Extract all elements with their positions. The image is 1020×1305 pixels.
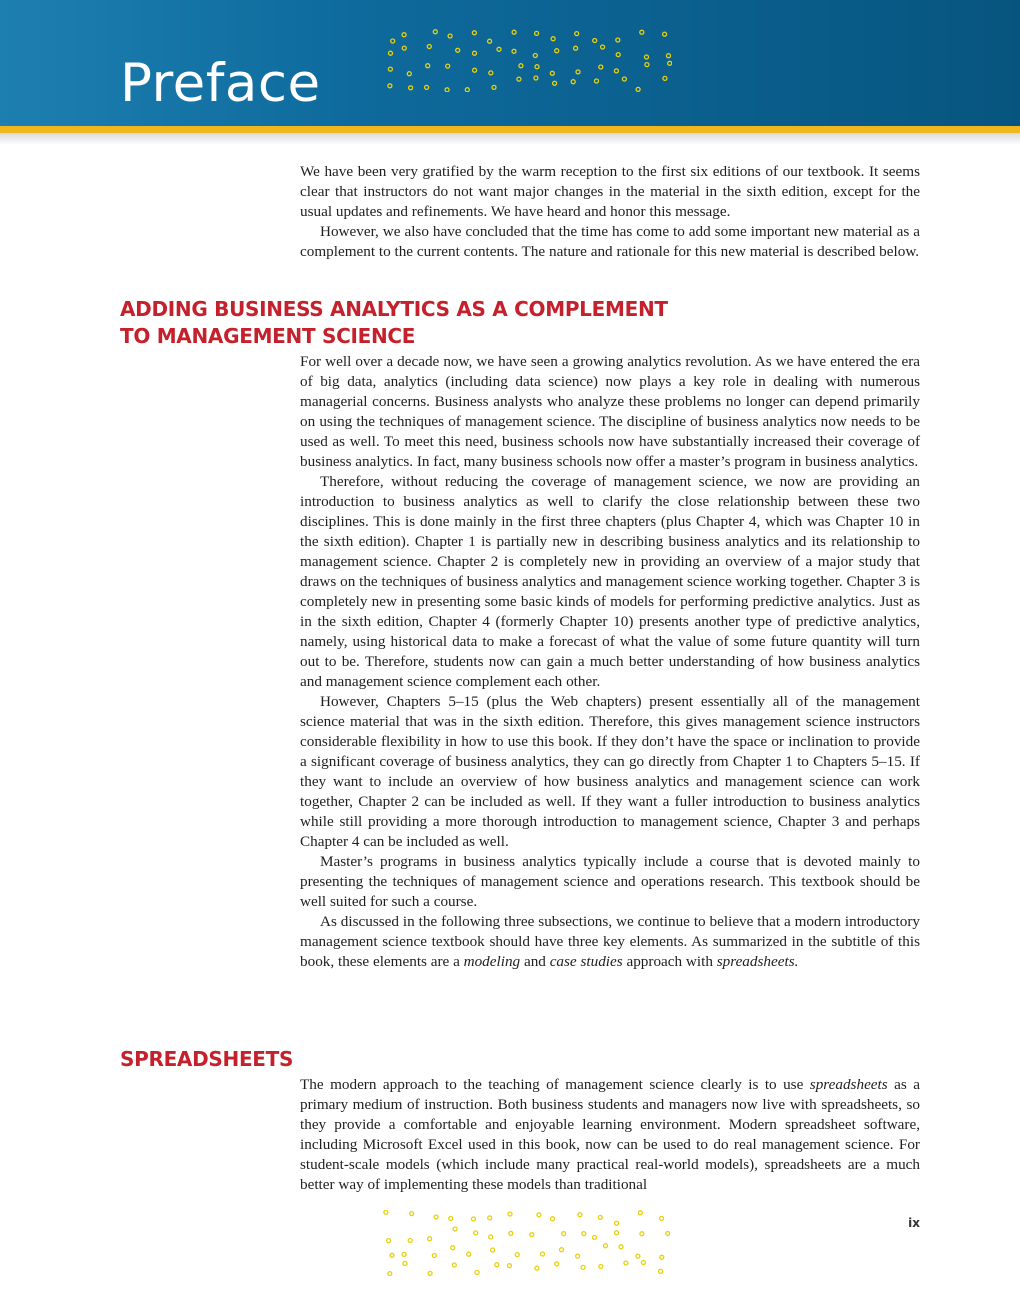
decorative-dot — [434, 1215, 438, 1219]
analytics-paragraph-2: Therefore, without reducing the coverage of management science, we now are providing an introduction to business analytics as well to clarify the close relationship between these two disciplines. This is done mainly in the first three chapters (plus Chapter 4, which was Chapter 10 in the sixth edition). Chapter 1 is partially new in describing business analytics and its relationship to management science. Chapter 2 is completely new in providing an overview of a major study that draws on the techniques of business analytics and management science working together. Chapter 3 is completely new in presenting some basic kinds of models for performing predictive analytics. Just as in the sixth edition, Chapter 4 (formerly Chapter 10) presents another type of predictive analytics, namely, using historical data to make a forecast of what the value of some future quantity will turn out to be. Therefore, students now can gain a much better understanding of how business analytics and management science complement each other. — [300, 473, 920, 690]
decorative-dot — [445, 88, 449, 92]
decorative-dot — [515, 1253, 519, 1257]
decorative-dots-bottom — [380, 1210, 672, 1276]
decorative-dot — [390, 1253, 394, 1257]
decorative-dot — [636, 1254, 640, 1258]
spreadsheets-text — [300, 1075, 920, 1195]
decorative-dot — [407, 72, 411, 76]
decorative-dot — [508, 1212, 512, 1216]
decorative-dot — [595, 79, 599, 83]
spreadsheets-p1-emphasis: spreadsheets — [809, 1076, 888, 1093]
decorative-dot — [615, 1231, 619, 1235]
decorative-dot — [534, 76, 538, 80]
decorative-dot — [640, 30, 644, 34]
decorative-dot — [428, 1237, 432, 1241]
decorative-dot — [473, 68, 477, 72]
decorative-dot — [497, 47, 501, 51]
decorative-dot — [530, 1233, 534, 1237]
decorative-dot — [537, 1213, 541, 1217]
decorative-dot — [622, 77, 626, 81]
decorative-dot — [619, 1245, 623, 1249]
decorative-dot — [555, 1262, 559, 1266]
analytics-paragraph-1: For well over a decade now, we have seen a growing analytics revolution. As we have entered the era of big data, analytics (including data science) now plays a key role in dealing with numerous managerial concerns. Business analysts who analyze these problems no longer can depend primarily on using the techniques of management science. The discipline of business analytics now needs to be used as well. To meet this need, business schools now have substantially increased their coverage of business analytics. In fact, many business schools now offer a master’s program in business analytics. — [300, 353, 920, 470]
decorative-dot — [425, 85, 429, 89]
decorative-dot — [428, 1271, 432, 1275]
decorative-dot — [582, 1232, 586, 1236]
decorative-dot — [645, 63, 649, 67]
decorative-dot — [576, 1254, 580, 1258]
intro-text — [300, 162, 920, 262]
decorative-dot — [517, 77, 521, 81]
decorative-dot — [426, 64, 430, 68]
decorative-dot — [473, 51, 477, 55]
decorative-dot — [660, 1216, 664, 1220]
decorative-dot — [475, 1271, 479, 1275]
analytics-text — [300, 352, 920, 972]
decorative-dot — [601, 45, 605, 49]
decorative-dot — [576, 70, 580, 74]
decorative-dot — [491, 1248, 495, 1252]
decorative-dot — [660, 1255, 664, 1259]
decorative-dot — [453, 1227, 457, 1231]
section-heading-analytics — [120, 296, 668, 350]
decorative-dot — [402, 33, 406, 37]
decorative-dot — [614, 69, 618, 73]
decorative-dot — [489, 1235, 493, 1239]
decorative-dot — [509, 1231, 513, 1235]
decorative-dot — [624, 1261, 628, 1265]
decorative-dot — [615, 1221, 619, 1225]
page-number: ix — [908, 1216, 920, 1230]
decorative-dot — [433, 30, 437, 34]
decorative-dot — [638, 1211, 642, 1215]
decorative-dot — [599, 65, 603, 69]
banner-shadow — [0, 133, 1020, 145]
decorative-dot — [456, 48, 460, 52]
decorative-dot — [492, 85, 496, 89]
analytics-paragraph-4: Master’s programs in business analytics typically include a course that is devoted mainly to presenting the techniques of management science and operations research. This textbook should be well suited for such a course. — [300, 853, 920, 910]
spreadsheets-p1-text-2: as a primary medium of instruction. Both business students and managers now live with spreadsheets, so they provide a comfortable and enjoyable learning environment. Modern spreadsheet software, including Microsoft Excel used in this book, now can be used to do real management science. For student-scale models (which include many practical real-world models), spreadsheets are a much better way of implementing these models than traditional — [300, 1076, 920, 1193]
decorative-dot — [604, 1244, 608, 1248]
spreadsheets-paragraph-1 — [300, 1075, 920, 1195]
decorative-dot — [489, 71, 493, 75]
decorative-dot — [512, 30, 516, 34]
decorative-dot — [512, 49, 516, 53]
decorative-dot — [519, 64, 523, 68]
spreadsheets-p1-text-1: The modern approach to the teaching of management science clearly is to use — [300, 1076, 810, 1093]
decorative-dots-top — [380, 28, 672, 92]
decorative-dot — [553, 81, 557, 85]
decorative-dot — [667, 54, 671, 58]
decorative-dot — [535, 65, 539, 69]
decorative-dot — [402, 1252, 406, 1256]
decorative-dot — [409, 86, 413, 90]
decorative-dot — [488, 1216, 492, 1220]
decorative-dot — [488, 39, 492, 43]
decorative-dot — [640, 1232, 644, 1236]
analytics-p5-text-3: approach with — [622, 953, 717, 970]
decorative-dot — [388, 84, 392, 88]
decorative-dot — [598, 1215, 602, 1219]
decorative-dot — [403, 1261, 407, 1265]
decorative-dot — [533, 54, 537, 58]
decorative-dot — [571, 80, 575, 84]
decorative-dot — [551, 37, 555, 41]
decorative-dot — [384, 1210, 388, 1214]
decorative-dot — [391, 39, 395, 43]
decorative-dot — [578, 1213, 582, 1217]
decorative-dot — [616, 53, 620, 57]
decorative-dot — [581, 1265, 585, 1269]
decorative-dot — [645, 55, 649, 59]
decorative-dot — [465, 88, 469, 92]
section-heading-analytics-line2: TO MANAGEMENT SCIENCE — [120, 324, 416, 348]
decorative-dot — [659, 1269, 663, 1273]
intro-paragraph-2: However, we also have concluded that the time has come to add some important new material as a complement to the current contents. The nature and rationale for this new material is described below. — [300, 223, 920, 260]
decorative-dot — [471, 1217, 475, 1221]
intro-paragraph-1: We have been very gratified by the warm reception to the first six editions of our textbook. It seems clear that instructors do not want major changes in the material in the sixth edition, except for the usual updates and refinements. We have heard and honor this message. — [300, 163, 920, 220]
decorative-dot — [402, 46, 406, 50]
decorative-dot — [427, 45, 431, 49]
decorative-dot — [387, 1239, 391, 1243]
decorative-dot — [550, 71, 554, 75]
analytics-p5-text-1: As discussed in the following three subsections, we continue to believe that a modern introductory management science textbook should have three key elements. As summarized in the subtitle of this book, these elements are a — [300, 913, 920, 970]
decorative-dot — [575, 32, 579, 36]
analytics-paragraph-3: However, Chapters 5–15 (plus the Web chapters) present essentially all of the management science material that was in the sixth edition. Therefore, this gives management science instructors considerable flexibility in how to use this book. If they don’t have the space or inclination to provide a significant coverage of business analytics, they can go directly from Chapter 1 to Chapters 5–15. If they want to include an overview of how business analytics and management science can work together, Chapter 2 can be included as well. If they want a fuller introduction to business analytics while still providing a more thorough introduction to management science, Chapter 3 and perhaps Chapter 4 can be included as well. — [300, 693, 920, 850]
analytics-paragraph-5 — [300, 912, 920, 972]
decorative-dot — [599, 1265, 603, 1269]
decorative-dot — [389, 51, 393, 55]
section-heading-spreadsheets: SPREADSHEETS — [120, 1047, 294, 1071]
decorative-dot — [574, 46, 578, 50]
analytics-p5-emphasis-modeling: modeling — [463, 953, 521, 970]
section-heading-analytics-line1: ADDING BUSINESS ANALYTICS AS A COMPLEMENT — [120, 297, 668, 321]
decorative-dot — [636, 87, 640, 91]
decorative-dot — [666, 1232, 670, 1236]
decorative-dot — [474, 1231, 478, 1235]
decorative-dot — [388, 67, 392, 71]
decorative-dot — [448, 34, 452, 38]
decorative-dot — [562, 1232, 566, 1236]
decorative-dot — [449, 1217, 453, 1221]
decorative-dot — [668, 61, 672, 65]
decorative-dot — [535, 1266, 539, 1270]
decorative-dot — [446, 64, 450, 68]
decorative-dot — [593, 1235, 597, 1239]
banner-stripe — [0, 126, 1020, 133]
decorative-dot — [663, 76, 667, 80]
decorative-dot — [432, 1254, 436, 1258]
decorative-dot — [663, 32, 667, 36]
decorative-dot — [451, 1246, 455, 1250]
decorative-dot — [541, 1252, 545, 1256]
decorative-dot — [641, 1261, 645, 1265]
decorative-dot — [472, 31, 476, 35]
decorative-dot — [467, 1252, 471, 1256]
decorative-dot — [410, 1212, 414, 1216]
decorative-dot — [495, 1263, 499, 1267]
decorative-dot — [551, 1217, 555, 1221]
analytics-p5-emphasis-spreadsheets: spreadsheets. — [716, 953, 799, 970]
decorative-dot — [388, 1272, 392, 1276]
decorative-dot — [535, 31, 539, 35]
decorative-dot — [616, 38, 620, 42]
page-title: Preface — [120, 53, 321, 114]
decorative-dot — [408, 1239, 412, 1243]
decorative-dot — [555, 49, 559, 53]
decorative-dot — [508, 1264, 512, 1268]
decorative-dot — [560, 1248, 564, 1252]
analytics-p5-text-2: and — [520, 953, 550, 970]
analytics-p5-emphasis-case-studies: case studies — [549, 953, 623, 970]
decorative-dot — [452, 1263, 456, 1267]
decorative-dot — [593, 39, 597, 43]
